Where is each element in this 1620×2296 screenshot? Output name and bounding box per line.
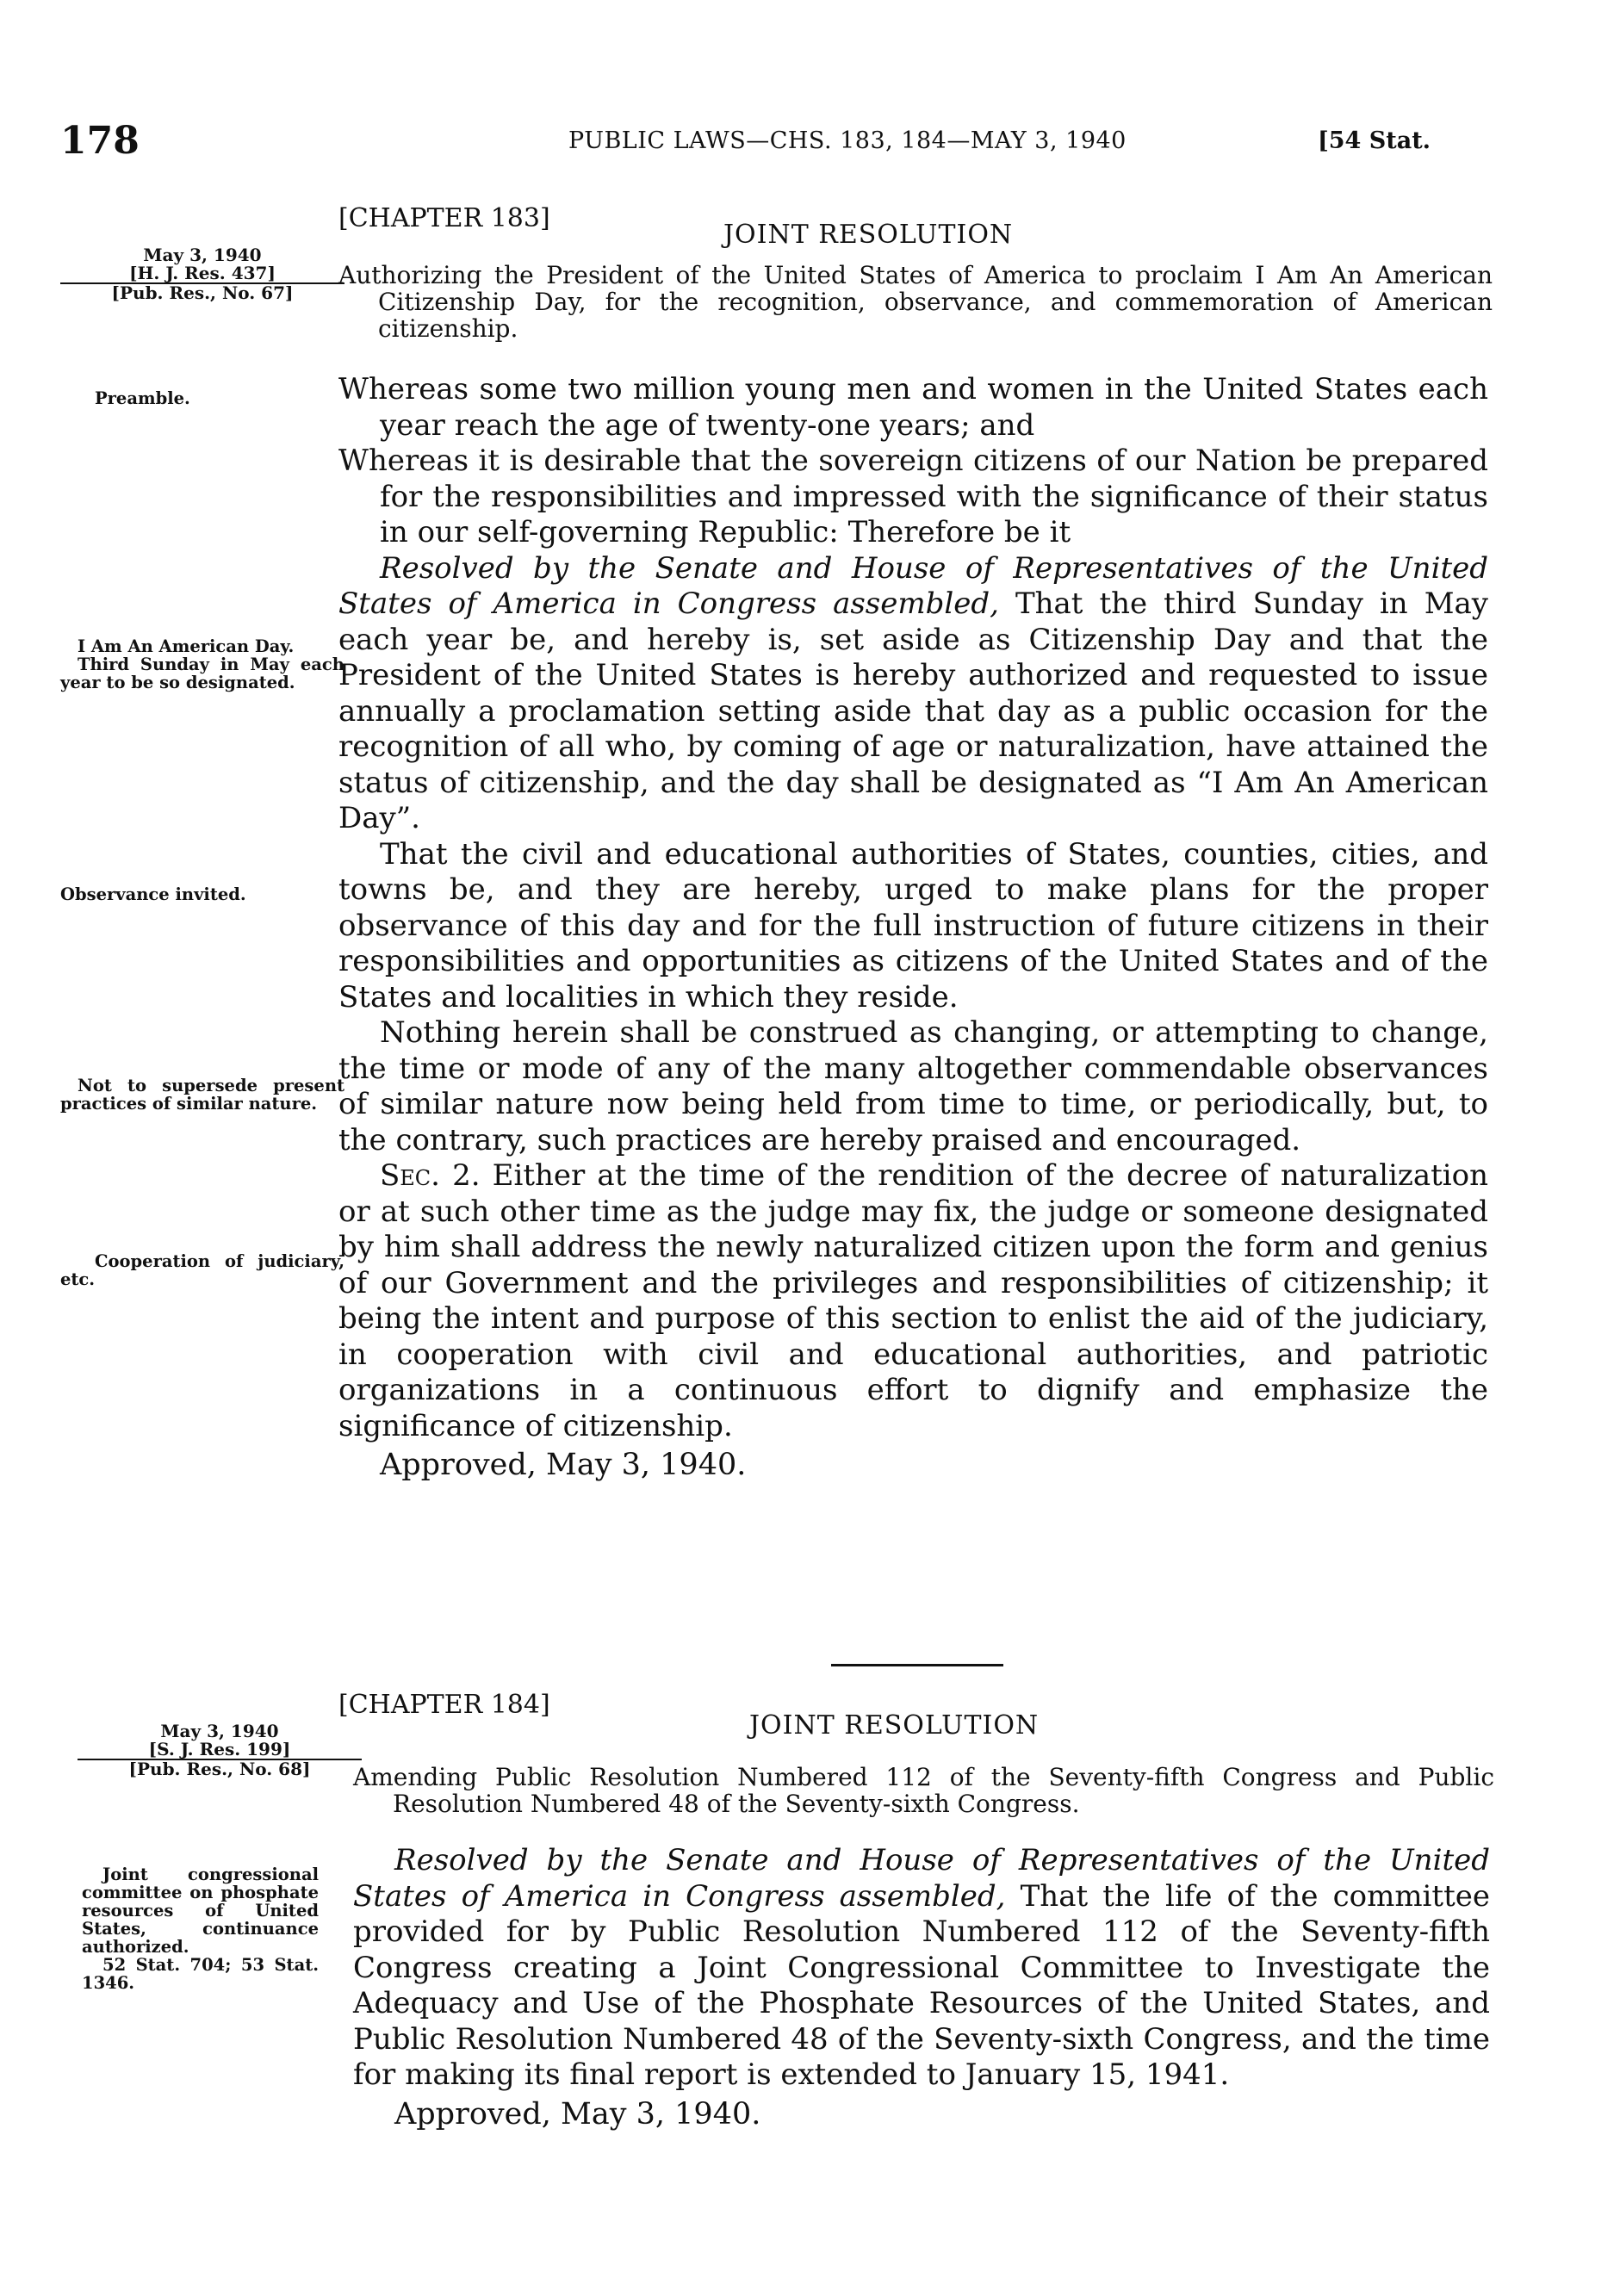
margin-note-statute-ref: 52 Stat. 704; 53 Stat. 1346. [82, 1955, 319, 1993]
citation-pub: [Pub. Res., No. 67] [111, 282, 294, 303]
citation-date: May 3, 1940 [160, 1721, 279, 1741]
observance-paragraph: That the civil and educational authorities of States, counties, cities, and towns be, and they are hereby, urged to make plans for the proper observance of this day and for the full instruction of future citizens in their responsibilities and opportunities as citizens of the United States and of the States and localities in which they reside. [338, 836, 1488, 1015]
enacting-text: That the third Sunday in May each year be, and hereby is, set aside as Citizenship Day and that the President of the United States is hereby authorized and requested to issue annually a proclamation setting aside that day as a public occasion for the recognition of all who, by coming of age or naturalization, have attained the status of citizenship, and the day shall be designated as “I Am An American Day”. [338, 586, 1488, 835]
chapter-183-citation [60, 246, 344, 302]
citation-pub: [Pub. Res., No. 68] [128, 1759, 311, 1779]
whereas-1: Whereas some two million young men and women in the United States each year reach the age of twenty-one years; and [338, 372, 1488, 443]
margin-note-not-supersede: Not to supersede present practices of similar nature. [60, 1076, 344, 1114]
citation-bill: [H. J. Res. 437] [60, 264, 344, 284]
chapter-184-citation [78, 1722, 362, 1778]
chapter-184-heading: JOINT RESOLUTION [749, 1710, 1040, 1741]
section-2 [338, 1158, 1488, 1444]
margin-note-cooperation: Cooperation of judiciary, etc. [60, 1251, 344, 1289]
enacting-text: That the life of the committee provided for by Public Resolution Numbered 112 of the Seventy-fifth Congress creating a Joint Congressional Committee to Investigate the Adequacy and Use of the Phosphate Resources of the United States, and Public Resolution Numbered 48 of the Seventy-sixth Congress, and the time for making its final report is extended to January 15, 1941. [353, 1878, 1491, 2092]
enacting-clause [338, 551, 1488, 837]
chapter-184-body [353, 1843, 1490, 2132]
chapter-183-title: Authorizing the President of the United States of America to proclaim I Am An American Citizenship Day, for the recognition, observance, and commemoration of American citizenship. [338, 261, 1493, 343]
margin-note-day [60, 637, 344, 692]
page-number: 178 [60, 119, 140, 163]
chapter-183-label: [CHAPTER 183] [338, 203, 550, 233]
margin-note-preamble: Preamble. [95, 388, 190, 408]
whereas-2: Whereas it is desirable that the sovereign citizens of our Nation be prepared for the responsibilities and impressed with the significance of their status in our self-governing Republic: Therefore be it [338, 444, 1488, 549]
enacting-clause [353, 1843, 1490, 2094]
enacting-italic: Resolved by the Senate and House of Representatives of the United States of America in Congress assembled, [338, 550, 1488, 621]
chapter-184-label: [CHAPTER 184] [338, 1690, 550, 1720]
margin-note-day-title: I Am An American Day. [78, 636, 295, 656]
running-head: PUBLIC LAWS—CHS. 183, 184—MAY 3, 1940 [568, 127, 1127, 154]
margin-note-committee-text: Joint congressional committee on phosphate resources of United States, continuance authorized. [82, 1865, 319, 1957]
section-divider [831, 1664, 1003, 1666]
section-2-text: Either at the time of the rendition of the decree of naturalization or at such other time as the judge may fix, the judge or someone designated by him shall address the newly naturalized citizen upon the form and genius of our Government and the privileges and responsibilities of citizenship; it being the intent and purpose of this section to enlist the aid of the judiciary, in cooperation with civil and educational authorities, and patriotic organizations in a continuous effort to dignify and emphasize the significance of citizenship. [338, 1158, 1488, 1443]
citation-bill: [S. J. Res. 199] [78, 1741, 362, 1760]
approved-183: Approved, May 3, 1940. [380, 1448, 747, 1482]
nothing-paragraph: Nothing herein shall be construed as changing, or attempting to change, the time or mode of any of the many altogether commendable observances of similar nature now being held from time to time, or periodically, but, to the contrary, such practices are hereby praised and encouraged. [338, 1015, 1488, 1157]
margin-note-third-sunday: Third Sunday in May each year to be so designated. [60, 655, 344, 692]
approved-184: Approved, May 3, 1940. [394, 2096, 761, 2132]
citation-date: May 3, 1940 [143, 245, 262, 265]
chapter-183-body [338, 372, 1488, 1484]
volume-label: [54 Stat. [1318, 127, 1431, 154]
chapter-183-heading: JOINT RESOLUTION [723, 220, 1014, 250]
margin-note-committee [82, 1865, 319, 1992]
section-2-label: Sec. 2. [380, 1158, 481, 1193]
margin-note-observance: Observance invited. [60, 884, 246, 904]
enacting-italic: Resolved by the Senate and House of Representatives of the United States of America in Congress assembled, [353, 1843, 1490, 1914]
chapter-184-title: Amending Public Resolution Numbered 112 of the Seventy-fifth Congress and Public Resolution Numbered 48 of the Seventy-sixth Congress. [353, 1763, 1494, 1818]
